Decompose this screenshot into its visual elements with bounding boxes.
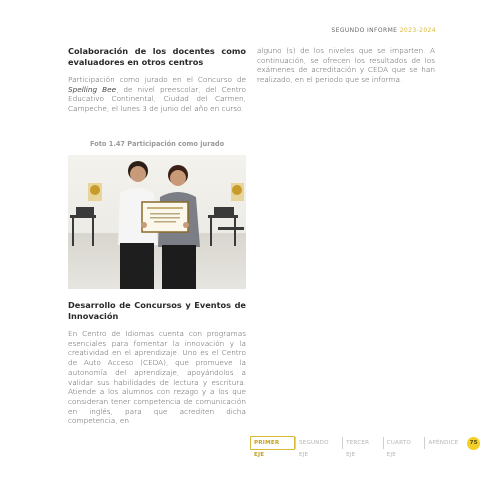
section-innovation [68,300,246,426]
photo-illustration [68,155,246,289]
right-column-text: alguno (s) de los niveles que se imparten. A continuación, se ofrecen los resultados de los exámenes de acreditación y CEDA que se han realizado, en el periodo que se informa. [257,46,435,85]
header-year: 2023-2024 [399,27,436,34]
right-column [257,46,435,85]
tab-segundo-eje[interactable]: SEGUNDO EJE [295,437,342,449]
jury-photo [68,155,246,289]
footer-nav [250,437,480,458]
tab-apendice[interactable]: APÉNDICE [424,437,461,449]
tab-primer-eje[interactable]: PRIMER EJE [250,436,295,450]
page-number-badge: 75 [467,437,480,450]
section-paragraph: Participación como jurado en el Concurso de Spelling Bee, de nivel preescolar, del Centro Educativo Continental, Ciudad del Carmen, Campeche, el lunes 3 de junio del año en curso. [68,75,246,114]
section-paragraph: En Centro de Idiomas cuenta con programas esenciales para fomentar la innovación y la creatividad en el aprendizaje. Uno es el Centro de Auto Acceso (CEDA), que promueve la autonomía del aprendizaje, apoyándolos a validar sus habilidades de lectura y escritura. Atiende a los alumnos con rezago y a los que consideran tener competencia de comunicación en inglés, para que acrediten dicha competencia, en [68,329,246,426]
section-title: Colaboración de los docentes como evaluadores en otros centros [68,46,246,67]
tab-tercer-eje[interactable]: TERCER EJE [342,437,383,449]
header-label: SEGUNDO INFORME [331,27,398,34]
running-header [331,27,436,34]
section-collaboration [68,46,246,114]
photo-caption: Foto 1.47 Participación como jurado [90,140,225,148]
tab-cuarto-eje[interactable]: CUARTO EJE [383,437,425,449]
section-title: Desarrollo de Concursos y Eventos de Innovación [68,300,246,321]
